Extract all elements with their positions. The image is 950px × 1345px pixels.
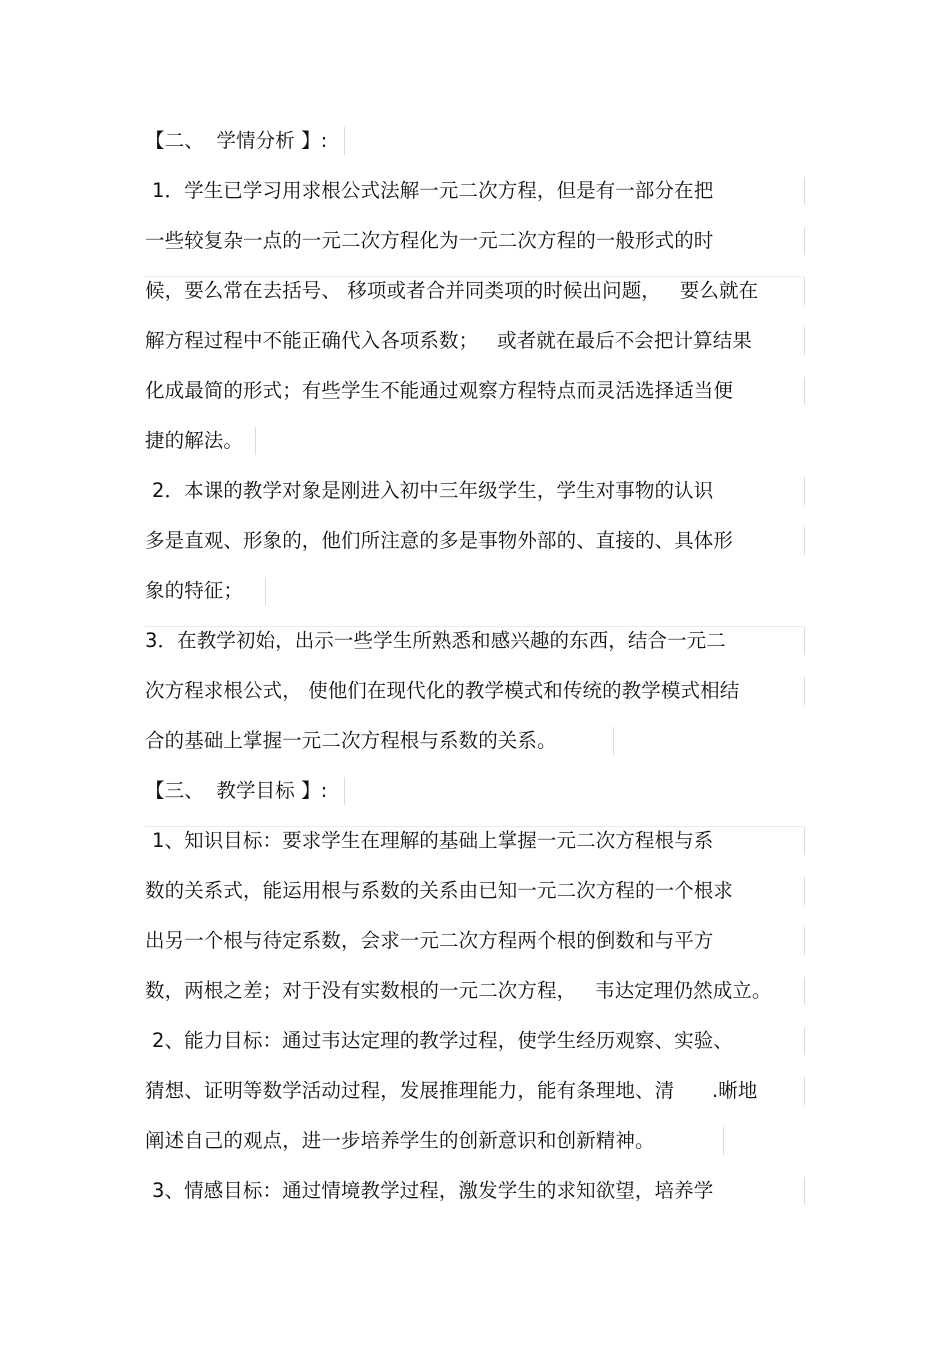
text-line: 象的特征； bbox=[145, 579, 244, 602]
box-edge bbox=[804, 677, 805, 705]
text-line: 化成最简的形式；有些学生不能通过观察方程特点而灵活选择适当便 bbox=[145, 379, 734, 402]
text-line: 次方程求根公式， 使他们在现代化的教学模式和传统的教学模式相结 bbox=[145, 679, 740, 702]
box-edge bbox=[804, 1177, 805, 1205]
text-line: 合的基础上掌握一元二次方程根与系数的关系。 bbox=[145, 729, 557, 752]
box-edge bbox=[145, 276, 804, 277]
text-line: 3．在教学初始，出示一些学生所熟悉和感兴趣的东西，结合一元二 bbox=[145, 629, 726, 652]
box-edge bbox=[145, 826, 804, 827]
box-edge bbox=[344, 777, 345, 805]
box-edge bbox=[723, 1127, 724, 1155]
text-line: 1．学生已学习用求根公式法解一元二次方程，但是有一部分在把 bbox=[152, 179, 714, 202]
text-line: 数的关系式，能运用根与系数的关系由已知一元二次方程的一个根求 bbox=[145, 879, 734, 902]
text-line: 出另一个根与待定系数，会求一元二次方程两个根的倒数和与平方 bbox=[145, 929, 714, 952]
box-edge bbox=[804, 877, 805, 905]
box-edge bbox=[804, 277, 805, 305]
box-edge bbox=[804, 627, 805, 655]
text-line: 解方程过程中不能正确代入各项系数； 或者就在最后不会把计算结果 bbox=[145, 329, 752, 352]
box-edge bbox=[804, 527, 805, 555]
box-edge bbox=[804, 827, 805, 855]
box-edge bbox=[804, 1077, 805, 1105]
box-edge bbox=[804, 477, 805, 505]
text-line: 一些较复杂一点的一元二次方程化为一元二次方程的一般形式的时 bbox=[145, 229, 714, 252]
text-line: 3、情感目标：通过情境教学过程，激发学生的求知欲望，培养学 bbox=[152, 1179, 714, 1202]
text-line: 捷的解法。 bbox=[145, 429, 244, 452]
section-heading-analysis: 【二、 学情分析 】: bbox=[145, 129, 328, 152]
box-edge bbox=[255, 427, 256, 455]
text-line: 阐述自己的观点，进一步培养学生的创新意识和创新精神。 bbox=[145, 1129, 655, 1152]
box-edge bbox=[344, 127, 345, 155]
box-edge bbox=[613, 727, 614, 755]
box-edge bbox=[804, 1027, 805, 1055]
box-edge bbox=[145, 626, 804, 627]
text-line: 数，两根之差；对于没有实数根的一元二次方程， 韦达定理仍然成立。 bbox=[145, 979, 772, 1002]
text-line: 候，要么常在去括号、 移项或者合并同类项的时候出问题， 要么就在 bbox=[145, 279, 759, 302]
box-edge bbox=[804, 227, 805, 255]
box-edge bbox=[804, 977, 805, 1005]
box-edge bbox=[265, 577, 266, 605]
text-line: 多是直观、形象的，他们所注意的多是事物外部的、直接的、具体形 bbox=[145, 529, 734, 552]
box-edge bbox=[804, 377, 805, 405]
text-line: 1、知识目标：要求学生在理解的基础上掌握一元二次方程根与系 bbox=[152, 829, 714, 852]
section-heading-goals: 【三、 教学目标 】: bbox=[145, 779, 328, 802]
text-line: 2．本课的教学对象是刚进入初中三年级学生，学生对事物的认识 bbox=[152, 479, 714, 502]
text-line: 2、能力目标：通过韦达定理的教学过程，使学生经历观察、实验、 bbox=[152, 1029, 733, 1052]
box-edge bbox=[804, 327, 805, 355]
box-edge bbox=[804, 177, 805, 205]
box-edge bbox=[804, 927, 805, 955]
text-line: 猜想、证明等数学活动过程，发展推理能力，能有条理地、清 .晰地 bbox=[145, 1079, 758, 1102]
